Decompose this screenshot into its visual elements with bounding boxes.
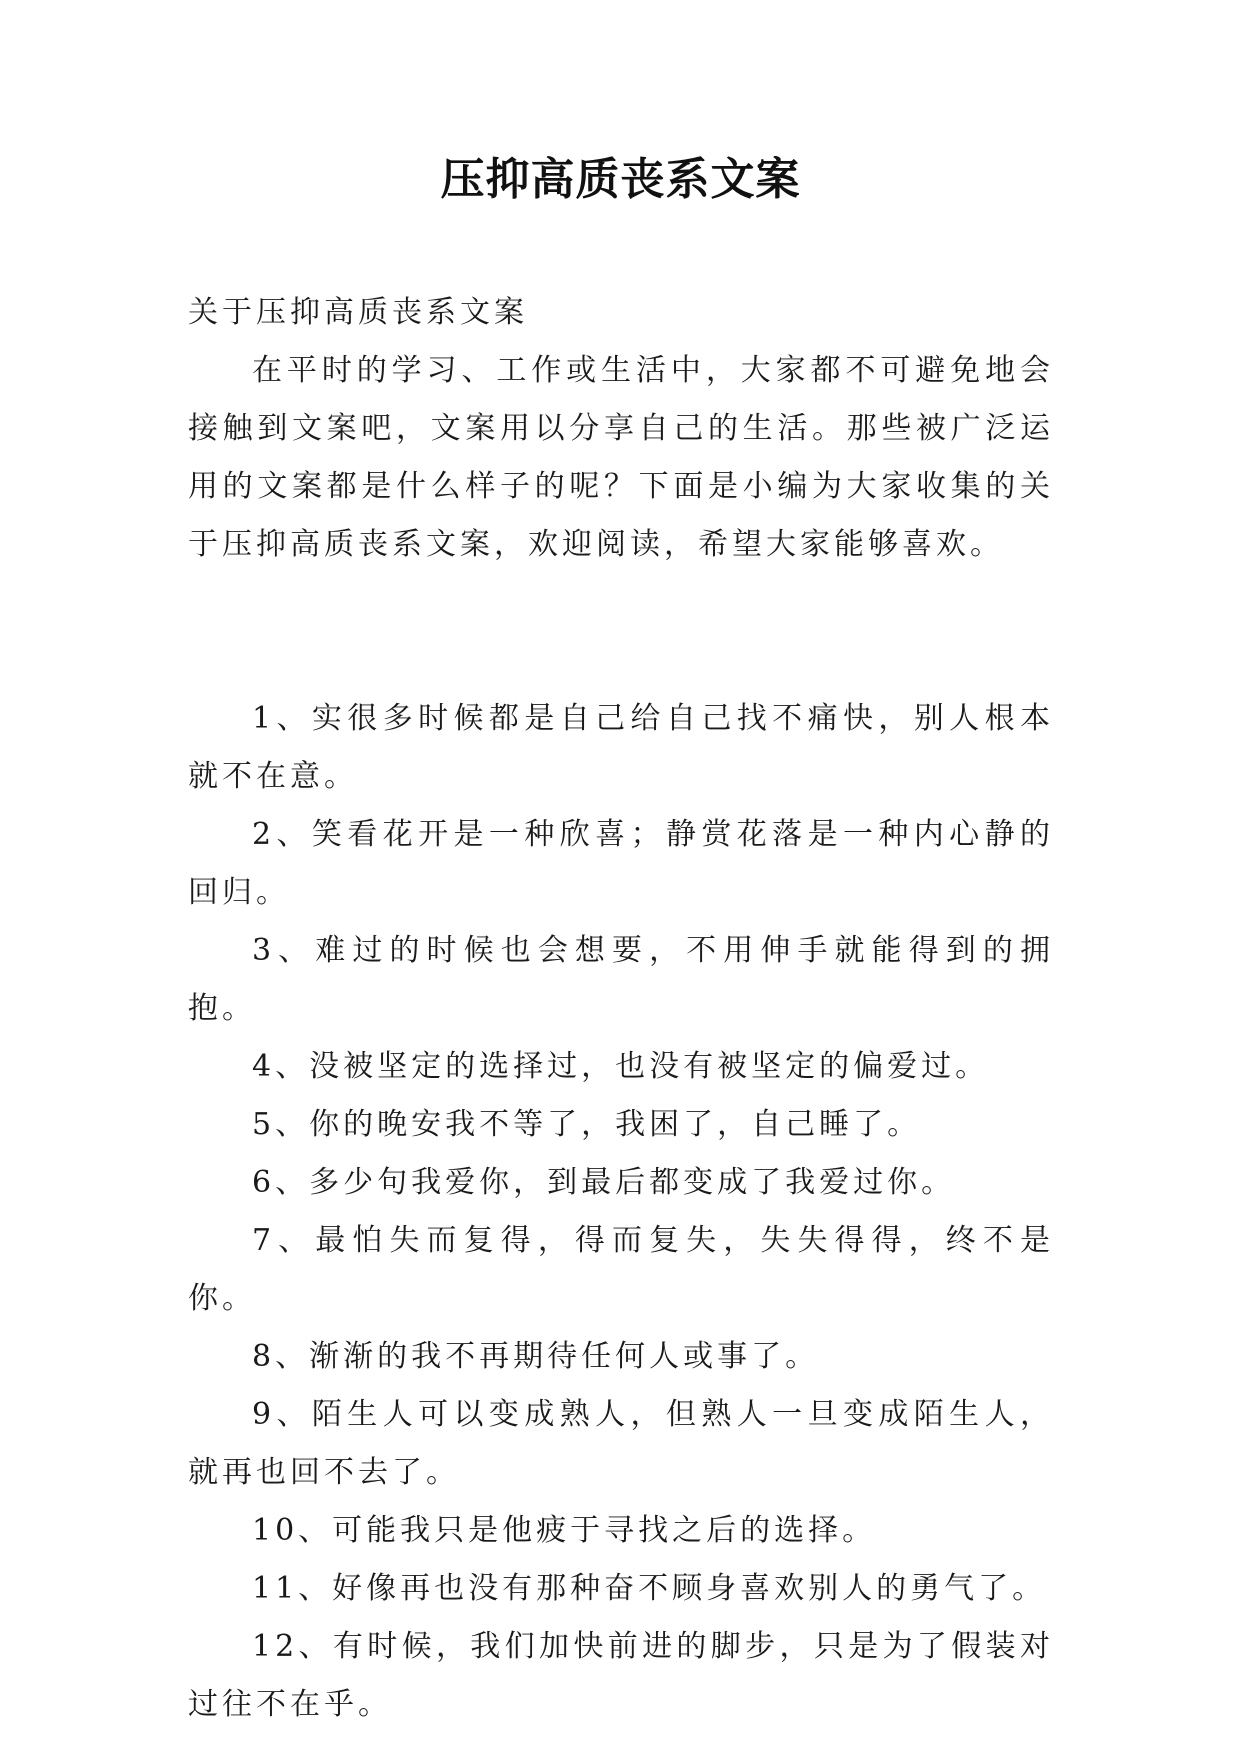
document-subheading: 关于压抑高质丧系文案 bbox=[188, 295, 528, 330]
list-item: 1、实很多时候都是自己给自己找不痛快，别人根本就不在意。 bbox=[188, 701, 1054, 794]
document-body bbox=[188, 284, 1054, 1734]
list-item: 9、陌生人可以变成熟人，但熟人一旦变成陌生人，就再也回不去了。 bbox=[188, 1397, 1054, 1490]
list-item: 5、你的晚安我不等了，我困了，自己睡了。 bbox=[252, 1107, 922, 1142]
list-item: 10、可能我只是他疲于寻找之后的选择。 bbox=[252, 1513, 877, 1548]
list-item: 3、难过的时候也会想要，不用伸手就能得到的拥抱。 bbox=[188, 933, 1054, 1026]
list-item: 2、笑看花开是一种欣喜；静赏花落是一种内心静的回归。 bbox=[188, 817, 1054, 910]
list-item: 7、最怕失而复得，得而复失，失失得得，终不是你。 bbox=[188, 1223, 1054, 1316]
paragraph-gap bbox=[188, 574, 1054, 690]
list-item: 8、渐渐的我不再期待任何人或事了。 bbox=[252, 1339, 820, 1374]
list-item: 11、好像再也没有那种奋不顾身喜欢别人的勇气了。 bbox=[252, 1571, 1047, 1606]
list-item: 6、多少句我爱你，到最后都变成了我爱过你。 bbox=[252, 1165, 956, 1200]
intro-paragraph: 在平时的学习、工作或生活中，大家都不可避免地会接触到文案吧，文案用以分享自己的生活。那些被广泛运用的文案都是什么样子的呢？下面是小编为大家收集的关于压抑高质丧系文案，欢迎阅读，希望大家能够喜欢。 bbox=[188, 353, 1054, 562]
document-title: 压抑高质丧系文案 bbox=[440, 154, 801, 205]
list-item: 12、有时候，我们加快前进的脚步，只是为了假装对过往不在乎。 bbox=[188, 1629, 1054, 1722]
list-item: 4、没被坚定的选择过，也没有被坚定的偏爱过。 bbox=[252, 1049, 990, 1084]
